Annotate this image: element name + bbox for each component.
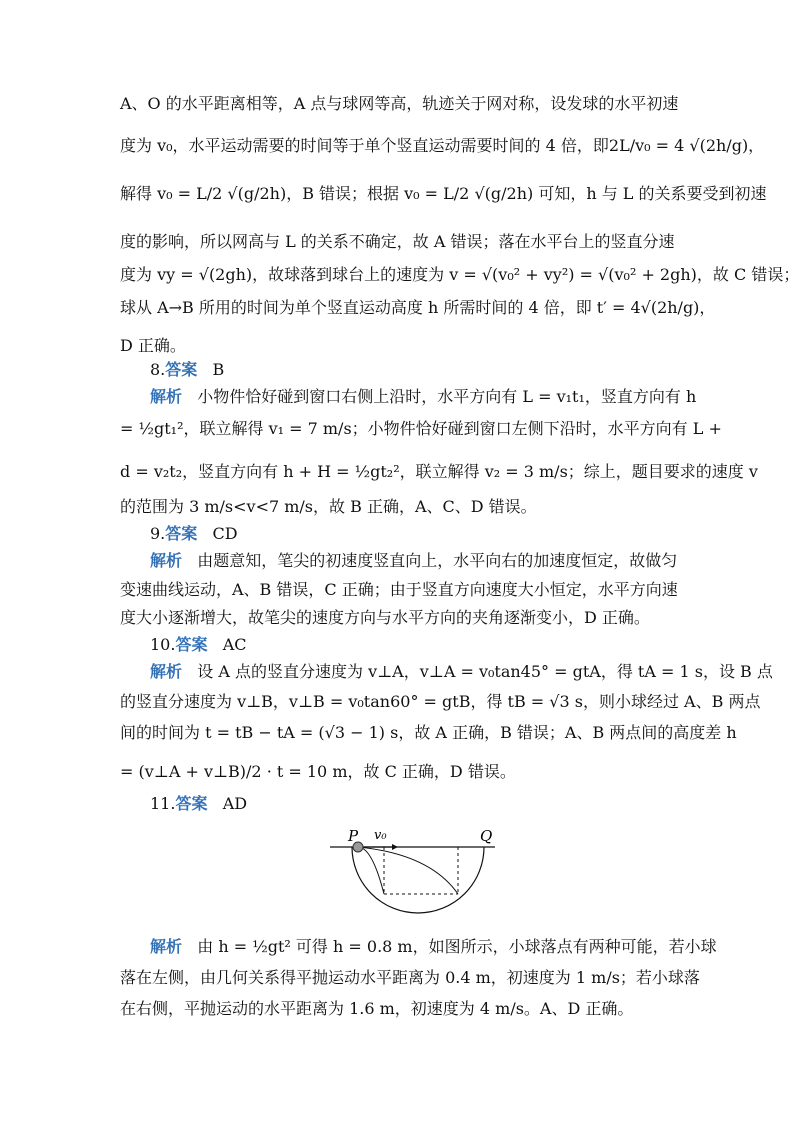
q10-line-4: = (v⊥A + v⊥B)/2 · t = 10 m，故 C 正确，D 错误。 (120, 762, 516, 781)
q10-number: 10. (150, 635, 176, 654)
q11-line-3: 在右侧，平抛运动的水平距离为 1.6 m，初速度为 4 m/s。A、D 正确。 (120, 999, 634, 1018)
p7-line-1: A、O 的水平距离相等，A 点与球网等高，轨迹关于网对称，设发球的水平初速 (120, 94, 679, 113)
q8-answer-tag: 答案 (165, 360, 198, 379)
p7-line-2: 度为 v₀，水平运动需要的时间等于单个竖直运动需要时间的 4 倍，即2L/v₀ = 4 √(2h/g)， (120, 136, 765, 155)
fig-trajectory-short (358, 847, 384, 894)
q11-header (150, 792, 247, 816)
fig-label-p: P (348, 827, 359, 845)
q9-text-1: 由题意知，笔尖的初速度竖直向上，水平向右的加速度恒定，故做匀 (197, 551, 678, 570)
q8-line-4: 的范围为 3 m/s<v<7 m/s，故 B 正确，A、C、D 错误。 (120, 497, 537, 516)
q10-line-1 (150, 660, 773, 684)
q9-number: 9. (150, 524, 166, 543)
fig-trajectory-long (358, 847, 458, 894)
q11-analysis-tag: 解析 (150, 937, 183, 956)
q10-answer: AC (222, 635, 247, 654)
q11-answer: AD (222, 794, 248, 813)
fig-arrowhead (392, 844, 398, 850)
q9-line-3: 度大小逐渐增大，故笔尖的速度方向与水平方向的夹角逐渐变小，D 正确。 (120, 608, 650, 627)
q10-line-3: 间的时间为 t = tB − tA = (√3 − 1) s，故 A 正确，B 错误；A、B 两点间的高度差 h (120, 723, 737, 742)
q8-analysis-tag: 解析 (150, 387, 183, 406)
fig-label-q: Q (480, 827, 493, 845)
q10-line-2: 的竖直分速度为 v⊥B，v⊥B = v₀tan60° = gtB，得 tB = √3 s，则小球经过 A、B 两点 (120, 692, 761, 711)
p7-line-4: 度的影响，所以网高与 L 的关系不确定，故 A 错误；落在水平台上的竖直分速 (120, 232, 675, 251)
q8-line-2: = ½gt₁²，联立解得 v₁ = 7 m/s；小物件恰好碰到窗口左侧下沿时，水平方向有 L + (120, 419, 722, 438)
q11-line-2: 落在左侧，由几何关系得平抛运动水平距离为 0.4 m，初速度为 1 m/s；若小球落 (120, 968, 700, 987)
q9-analysis-tag: 解析 (150, 551, 183, 570)
q8-line-1 (150, 385, 696, 409)
q9-answer-tag: 答案 (165, 524, 198, 543)
q8-text-1: 小物件恰好碰到窗口右侧上沿时，水平方向有 L = v₁t₁，竖直方向有 h (197, 387, 697, 406)
q11-line-1 (150, 935, 717, 959)
q10-text-1: 设 A 点的竖直分速度为 v⊥A，v⊥A = v₀tan45° = gtA，得 tA = 1 s，设 B 点 (197, 662, 773, 681)
p7-line-5: 度为 vy = √(2gh)，故球落到球台上的速度为 v = √(v₀² + vy²) = √(v₀² + 2gh)，故 C 错误； (120, 265, 800, 284)
q9-line-2: 变速曲线运动，A、B 错误，C 正确；由于竖直方向速度大小恒定，水平方向速 (120, 580, 678, 599)
q9-header (150, 522, 238, 546)
q10-analysis-tag: 解析 (150, 662, 183, 681)
fig-semicircle (352, 847, 484, 913)
q11-text-1: 由 h = ½gt² 可得 h = 0.8 m，如图所示，小球落点有两种可能，若小球 (197, 937, 717, 956)
q8-line-3: d = v₂t₂，竖直方向有 h + H = ½gt₂²，联立解得 v₂ = 3 m/s；综上，题目要求的速度 v (120, 462, 758, 481)
p7-line-7: D 正确。 (120, 336, 186, 355)
p7-line-3: 解得 v₀ = L/2 √(g/2h)，B 错误；根据 v₀ = L/2 √(g/2h) 可知，h 与 L 的关系要受到初速 (120, 184, 767, 203)
q11-figure (330, 822, 500, 922)
q9-answer: CD (212, 524, 238, 543)
q9-line-1 (150, 549, 677, 573)
q10-header (150, 633, 247, 657)
q8-number: 8. (150, 360, 166, 379)
q11-answer-tag: 答案 (175, 794, 208, 813)
fig-label-v0: v₀ (374, 828, 387, 843)
q10-answer-tag: 答案 (175, 635, 208, 654)
p7-line-6: 球从 A→B 所用的时间为单个竖直运动高度 h 所需时间的 4 倍，即 t′ = 4√(2h/g)， (120, 298, 716, 317)
q8-header (150, 358, 224, 382)
q8-answer: B (212, 360, 225, 379)
q11-number: 11. (150, 794, 176, 813)
